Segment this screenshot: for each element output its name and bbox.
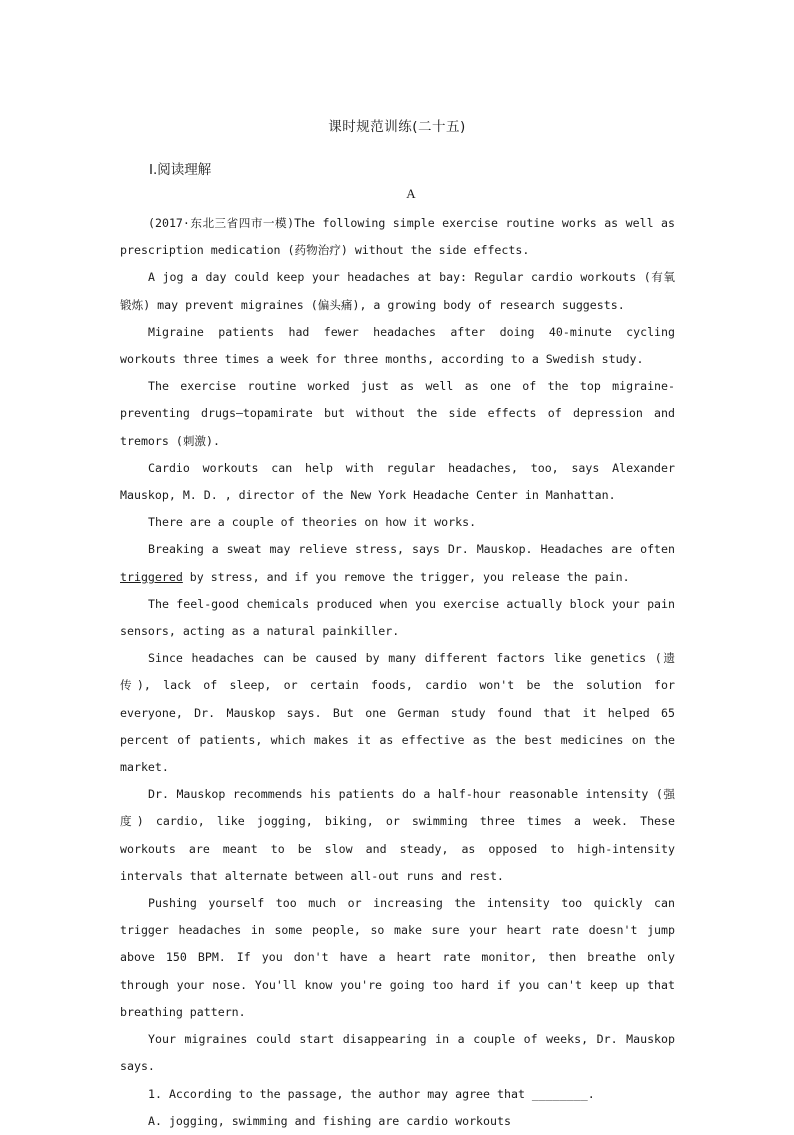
- answer-option-a: A. jogging, swimming and fishing are cardio workouts: [148, 1113, 511, 1128]
- paragraph: Migraine patients had fewer headaches after doing 40-minute cycling workouts three times a week for three months, according to a Swedish study.: [120, 324, 675, 367]
- paragraph: [120, 536, 675, 590]
- paragraph: The feel-good chemicals produced when you exercise actually block your pain sensors, acting as a natural painkiller.: [120, 596, 675, 639]
- paragraph: Cardio workouts can help with regular headaches, too, says Alexander Mauskop, M. D. , director of the New York Headache Center in Manhattan.: [120, 460, 675, 503]
- paragraph: Dr. Mauskop recommends his patients do a half-hour reasonable intensity (强度) cardio, like jogging, biking, or swimming three times a week. These workouts are meant to be slow and steady, as opposed to high-intensity intervals that alternate between all-out runs and rest.: [120, 787, 675, 883]
- paragraph: Pushing yourself too much or increasing the intensity too quickly can trigger headaches in some people, so make sure your heart rate doesn't jump above 150 BPM. If you don't have a heart rate monitor, then breathe only through your nose. You'll know you're going too hard if you can't keep up that breathing pattern.: [120, 896, 675, 1019]
- paragraph-text: Breaking a sweat may relieve stress, says Dr. Mauskop. Headaches are often: [148, 542, 675, 557]
- question: 1. According to the passage, the author may agree that ________.: [148, 1086, 595, 1101]
- paragraph-text: by stress, and if you remove the trigger, you release the pain.: [182, 569, 630, 584]
- passage-label: A: [406, 186, 416, 201]
- section-heading: Ⅰ.阅读理解: [149, 162, 212, 178]
- paragraph: Since headaches can be caused by many different factors like genetics (遗传), lack of sleep, or certain foods, cardio won't be the solution for everyone, Dr. Mauskop says. But one German study found that it helped 65 percent of patients, which makes it as effective as the best medicines on the market.: [120, 651, 675, 775]
- paragraph: Your migraines could start disappearing in a couple of weeks, Dr. Mauskop says.: [120, 1032, 675, 1074]
- page-title: 课时规范训练(二十五): [328, 119, 466, 135]
- paragraph: There are a couple of theories on how it works.: [148, 515, 477, 530]
- passage-body: [120, 210, 675, 1135]
- paragraph: The exercise routine worked just as well as one of the top migraine-preventing drugs—topamirate but without the side effects of depression and tremors (刺激).: [120, 379, 675, 448]
- paragraph: A jog a day could keep your headaches at bay: Regular cardio workouts (有氧锻炼) may prevent migraines (偏头痛), a growing body of research suggests.: [120, 270, 675, 312]
- paragraph: (2017·东北三省四市一模)The following simple exercise routine works as well as prescription medication (药物治疗) without the side effects.: [120, 216, 675, 258]
- underlined-word: triggered: [120, 569, 183, 584]
